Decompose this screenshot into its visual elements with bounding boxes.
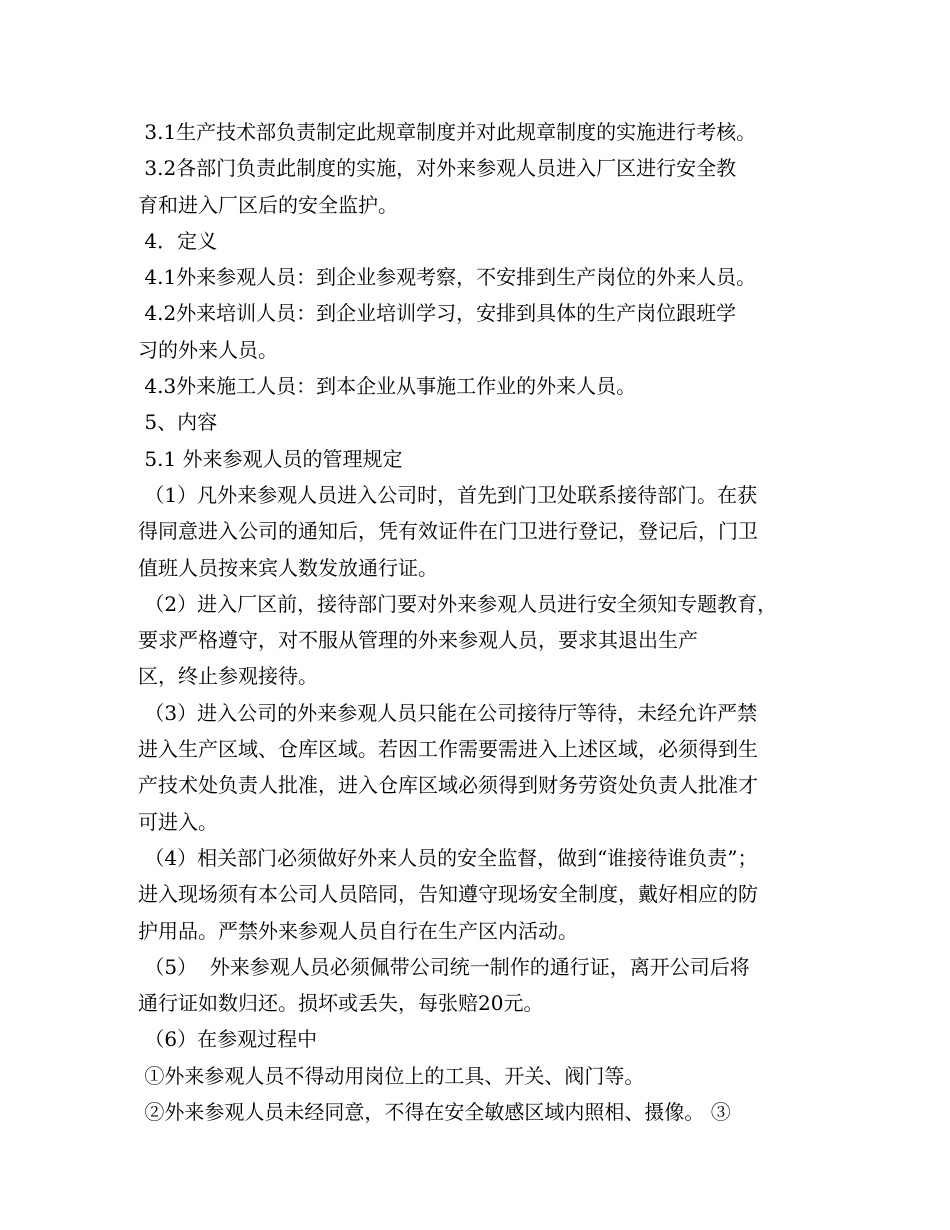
text-line: ②外来参观人员未经同意，不得在安全敏感区域内照相、摄像。 ③ [138, 1100, 731, 1125]
text-line: 产技术处负责人批准，进入仓库区域必须得到财务劳资处负责人批准才 [138, 773, 758, 798]
text-line: （5） 外来参观人员必须佩带公司统一制作的通行证，离开公司后将 [138, 954, 750, 979]
document-body [138, 114, 828, 1130]
text-line: 通行证如数归还。损坏或丢失，每张赔20元。 [138, 991, 544, 1016]
text-line: 进入现场须有本公司人员陪同，告知遵守现场安全制度，戴好相应的防 [138, 882, 758, 907]
text-line: 4.2外来培训人员：到企业培训学习，安排到具体的生产岗位跟班学 [138, 301, 737, 326]
text-line: 护用品。严禁外来参观人员自行在生产区内活动。 [138, 918, 578, 943]
text-line: ①外来参观人员不得动用岗位上的工具、开关、阀门等。 [138, 1063, 645, 1088]
text-line: 要求严格遵守，对不服从管理的外来参观人员，要求其退出生产 [138, 628, 698, 653]
text-line: （3）进入公司的外来参观人员只能在公司接待厅等待，未经允许严禁 [138, 700, 758, 725]
text-line: 5、内容 [138, 410, 218, 435]
text-line: 5.1 外来参观人员的管理规定 [138, 446, 403, 471]
text-line: 值班人员按来宾人数发放通行证。 [138, 555, 438, 580]
text-line: 3.2各部门负责此制度的实施，对外来参观人员进入厂区进行安全教 [138, 156, 737, 181]
text-line: （4）相关部门必须做好外来人员的安全监督，做到“谁接待谁负责”； [138, 845, 758, 870]
text-line: 得同意进入公司的通知后，凭有效证件在门卫进行登记，登记后，门卫 [138, 519, 758, 544]
text-line: 可进入。 [138, 809, 218, 834]
text-line: 4.1外来参观人员：到企业参观考察，不安排到生产岗位的外来人员。 [138, 265, 757, 290]
text-line: 进入生产区域、仓库区域。若因工作需要需进入上述区域，必须得到生 [138, 737, 758, 762]
text-line: （1）凡外来参观人员进入公司时，首先到门卫处联系接待部门。在获 [138, 482, 758, 507]
text-line: （2）进入厂区前，接待部门要对外来参观人员进行安全须知专题教育， [138, 591, 778, 616]
text-line: 4．定义 [138, 228, 218, 253]
text-line: 育和进入厂区后的安全监护。 [138, 192, 398, 217]
text-line: （6）在参观过程中 [138, 1027, 318, 1052]
text-line: 区，终止参观接待。 [138, 664, 318, 689]
text-line: 4.3外来施工人员：到本企业从事施工作业的外来人员。 [138, 374, 637, 399]
text-line: 3.1生产技术部负责制定此规章制度并对此规章制度的实施进行考核。 [138, 120, 757, 144]
text-line: 习的外来人员。 [138, 337, 278, 362]
